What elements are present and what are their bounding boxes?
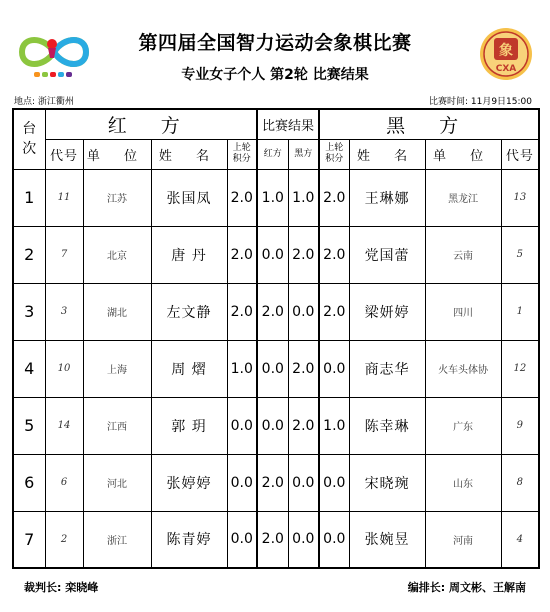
red-unit: 江苏 (83, 169, 151, 226)
location-line (14, 94, 74, 107)
black-code-header: 代号 (501, 139, 539, 169)
red-prev-score: 0.0 (227, 511, 257, 568)
red-result: 0.0 (257, 340, 288, 397)
black-prev-score: 2.0 (319, 169, 349, 226)
red-unit: 河北 (83, 454, 151, 511)
referee-name: 栾晓峰 (65, 581, 99, 594)
red-result: 2.0 (257, 511, 288, 568)
black-code: 5 (501, 226, 539, 283)
header-row-top (13, 109, 539, 139)
red-name-header: 姓 名 (151, 139, 227, 169)
table-row (13, 283, 539, 340)
red-prev-score: 0.0 (227, 397, 257, 454)
black-prev-score: 1.0 (319, 397, 349, 454)
black-code: 1 (501, 283, 539, 340)
desk-number: 5 (13, 397, 45, 454)
black-prev-header-label: 上轮积分 (325, 143, 344, 164)
black-unit: 云南 (425, 226, 501, 283)
location-label: 地点: (14, 97, 36, 107)
time-line (429, 94, 532, 107)
time-label: 比赛时间: (428, 97, 468, 107)
black-code: 9 (501, 397, 539, 454)
table-row (13, 169, 539, 226)
results-table (12, 108, 540, 569)
black-player-name: 党国蕾 (349, 226, 425, 283)
arranger-names: 周文彬、王解南 (449, 581, 526, 594)
black-unit: 山东 (425, 454, 501, 511)
desk-number: 6 (13, 454, 45, 511)
red-player-name: 张婷婷 (151, 454, 227, 511)
red-code: 11 (45, 169, 83, 226)
black-code: 8 (501, 454, 539, 511)
red-prev-score: 2.0 (227, 226, 257, 283)
black-prev-score: 0.0 (319, 511, 349, 568)
red-player-name: 唐 丹 (151, 226, 227, 283)
red-unit-header: 单 位 (83, 139, 151, 169)
red-code: 10 (45, 340, 83, 397)
black-unit: 广东 (425, 397, 501, 454)
red-prev-score: 2.0 (227, 283, 257, 340)
red-prev-header-label: 上轮积分 (232, 143, 251, 164)
red-code-header: 代号 (45, 139, 83, 169)
red-player-name: 张国凤 (151, 169, 227, 226)
black-player-name: 王琳娜 (349, 169, 425, 226)
black-result: 2.0 (288, 397, 319, 454)
black-unit: 河南 (425, 511, 501, 568)
black-result: 0.0 (288, 511, 319, 568)
red-result: 1.0 (257, 169, 288, 226)
black-prev-score: 2.0 (319, 226, 349, 283)
black-code: 4 (501, 511, 539, 568)
result-header: 比赛结果 (257, 109, 319, 139)
black-player-name: 陈幸琳 (349, 397, 425, 454)
black-prev-score: 2.0 (319, 283, 349, 340)
location-value: 浙江衢州 (37, 97, 74, 107)
red-prev-score: 0.0 (227, 454, 257, 511)
red-code: 6 (45, 454, 83, 511)
black-result: 2.0 (288, 340, 319, 397)
black-result: 1.0 (288, 169, 319, 226)
page-title: 第四届全国智力运动会象棋比赛 (138, 32, 412, 54)
red-player-name: 陈青婷 (151, 511, 227, 568)
black-prev-score: 0.0 (319, 340, 349, 397)
black-code: 13 (501, 169, 539, 226)
red-prev-score: 1.0 (227, 340, 257, 397)
black-code: 12 (501, 340, 539, 397)
desk-number: 1 (13, 169, 45, 226)
red-code: 14 (45, 397, 83, 454)
cxa-logo-char: 象 (499, 43, 513, 59)
black-result: 0.0 (288, 283, 319, 340)
black-unit: 四川 (425, 283, 501, 340)
black-name-header: 姓 名 (349, 139, 425, 169)
black-result: 0.0 (288, 454, 319, 511)
desk-number: 4 (13, 340, 45, 397)
black-unit: 火车头体协 (425, 340, 501, 397)
red-unit: 北京 (83, 226, 151, 283)
referee-line (24, 579, 98, 595)
black-result-header: 黑方 (288, 139, 319, 169)
red-unit: 江西 (83, 397, 151, 454)
black-result: 2.0 (288, 226, 319, 283)
red-side-header: 红 方 (45, 109, 257, 139)
referee-label: 裁判长: (24, 581, 62, 594)
black-side-header: 黑 方 (319, 109, 539, 139)
red-result-header: 红方 (257, 139, 288, 169)
red-unit: 湖北 (83, 283, 151, 340)
arranger-label: 编排长: (407, 581, 446, 594)
black-unit-header: 单 位 (425, 139, 501, 169)
arranger-line (408, 579, 526, 595)
table-row (13, 397, 539, 454)
red-player-name: 郭 玥 (151, 397, 227, 454)
black-player-name: 张婉昱 (349, 511, 425, 568)
black-player-name: 梁妍婷 (349, 283, 425, 340)
black-prev-header (319, 139, 349, 169)
red-result: 2.0 (257, 454, 288, 511)
red-player-name: 周 熠 (151, 340, 227, 397)
desk-number: 7 (13, 511, 45, 568)
desk-header-label: 台次 (22, 121, 37, 158)
table-row (13, 511, 539, 568)
desk-number: 2 (13, 226, 45, 283)
black-player-name: 商志华 (349, 340, 425, 397)
desk-number: 3 (13, 283, 45, 340)
desk-header (13, 109, 45, 169)
red-code: 2 (45, 511, 83, 568)
red-code: 3 (45, 283, 83, 340)
time-value: 11月9日15:00 (470, 97, 532, 107)
cxa-logo-text: CXA (495, 64, 517, 74)
red-result: 0.0 (257, 397, 288, 454)
red-result: 0.0 (257, 226, 288, 283)
table-row (13, 340, 539, 397)
red-prev-score: 2.0 (227, 169, 257, 226)
red-player-name: 左文静 (151, 283, 227, 340)
red-unit: 上海 (83, 340, 151, 397)
table-row (13, 226, 539, 283)
black-prev-score: 0.0 (319, 454, 349, 511)
black-player-name: 宋晓琬 (349, 454, 425, 511)
table-row (13, 454, 539, 511)
red-code: 7 (45, 226, 83, 283)
red-result: 2.0 (257, 283, 288, 340)
header-row-cols (13, 139, 539, 169)
red-prev-header (227, 139, 257, 169)
page-subtitle: 专业女子个人 第2轮 比赛结果 (181, 67, 369, 83)
red-unit: 浙江 (83, 511, 151, 568)
black-unit: 黑龙江 (425, 169, 501, 226)
